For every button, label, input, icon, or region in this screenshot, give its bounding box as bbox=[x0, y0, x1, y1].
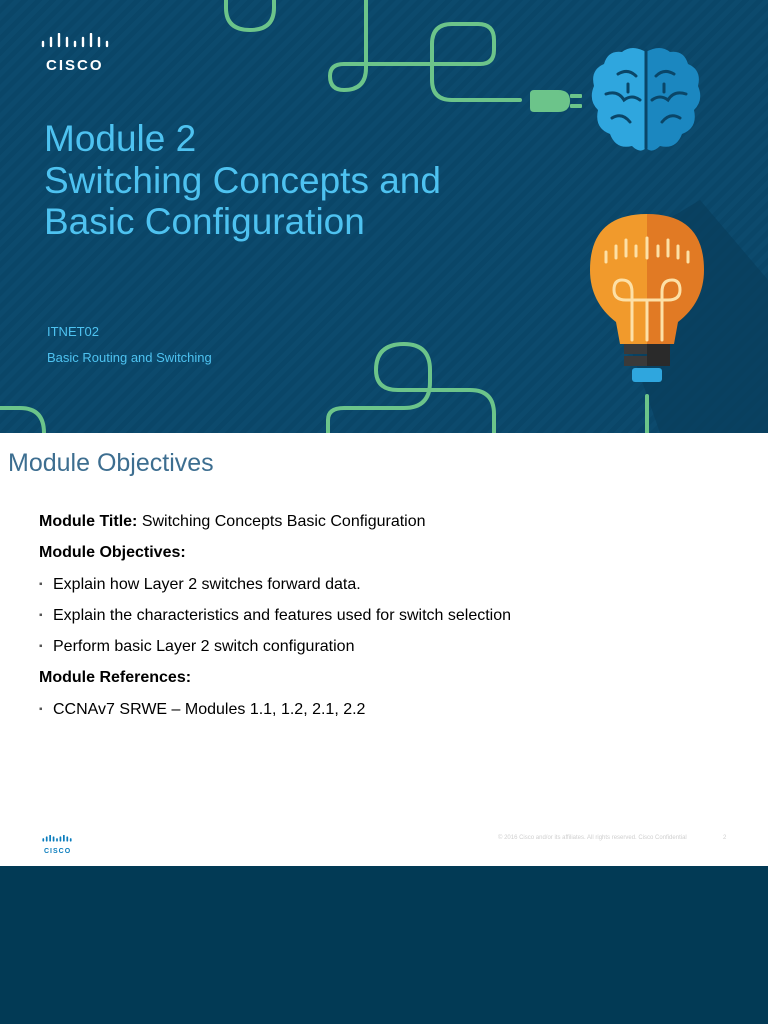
objectives-slide bbox=[0, 433, 768, 866]
footer-copyright: © 2016 Cisco and/or its affiliates. All rights reserved. Cisco Confidential bbox=[498, 835, 687, 841]
cisco-logo-text: CISCO bbox=[46, 57, 104, 74]
course-name: Basic Routing and Switching bbox=[47, 350, 212, 365]
cisco-bars-icon bbox=[42, 835, 72, 843]
objective-item bbox=[39, 576, 361, 594]
title-line-3: Basic Configuration bbox=[44, 201, 365, 242]
title-slide bbox=[0, 0, 768, 433]
bullet-icon: ▪ bbox=[39, 610, 43, 621]
reference-item bbox=[39, 701, 365, 719]
objective-text: Explain how Layer 2 switches forward data. bbox=[53, 576, 361, 593]
cisco-bars-icon bbox=[40, 33, 110, 51]
cisco-logo-small bbox=[42, 830, 72, 855]
objective-text: Perform basic Layer 2 switch configuration bbox=[53, 638, 355, 655]
module-title-label: Module Title: bbox=[39, 513, 138, 530]
bullet-icon: ▪ bbox=[39, 641, 43, 652]
objective-text: Explain the characteristics and features used for switch selection bbox=[53, 607, 512, 624]
objectives-label-text: Module Objectives: bbox=[39, 544, 186, 561]
module-title-value: Switching Concepts Basic Configuration bbox=[141, 513, 426, 530]
plug-icon bbox=[528, 86, 584, 116]
references-label bbox=[39, 669, 191, 687]
brain-icon bbox=[588, 44, 704, 156]
objectives-label bbox=[39, 544, 186, 562]
lightbulb-icon bbox=[586, 212, 708, 392]
reference-text: CCNAv7 SRWE – Modules 1.1, 1.2, 2.1, 2.2 bbox=[53, 701, 366, 718]
cisco-logo bbox=[40, 33, 110, 74]
page-number: 2 bbox=[723, 835, 727, 841]
cisco-logo-small-text: CISCO bbox=[44, 848, 72, 855]
course-code: ITNET02 bbox=[47, 324, 100, 339]
slide-heading: Module Objectives bbox=[8, 449, 214, 477]
objective-item bbox=[39, 638, 354, 656]
title-line-2: Switching Concepts and bbox=[44, 160, 441, 201]
objective-item bbox=[39, 607, 511, 625]
title-line-1: Module 2 bbox=[44, 118, 197, 159]
module-title-line bbox=[39, 513, 426, 531]
references-label-text: Module References: bbox=[39, 669, 192, 686]
bullet-icon: ▪ bbox=[39, 579, 43, 590]
bullet-icon: ▪ bbox=[39, 704, 43, 715]
